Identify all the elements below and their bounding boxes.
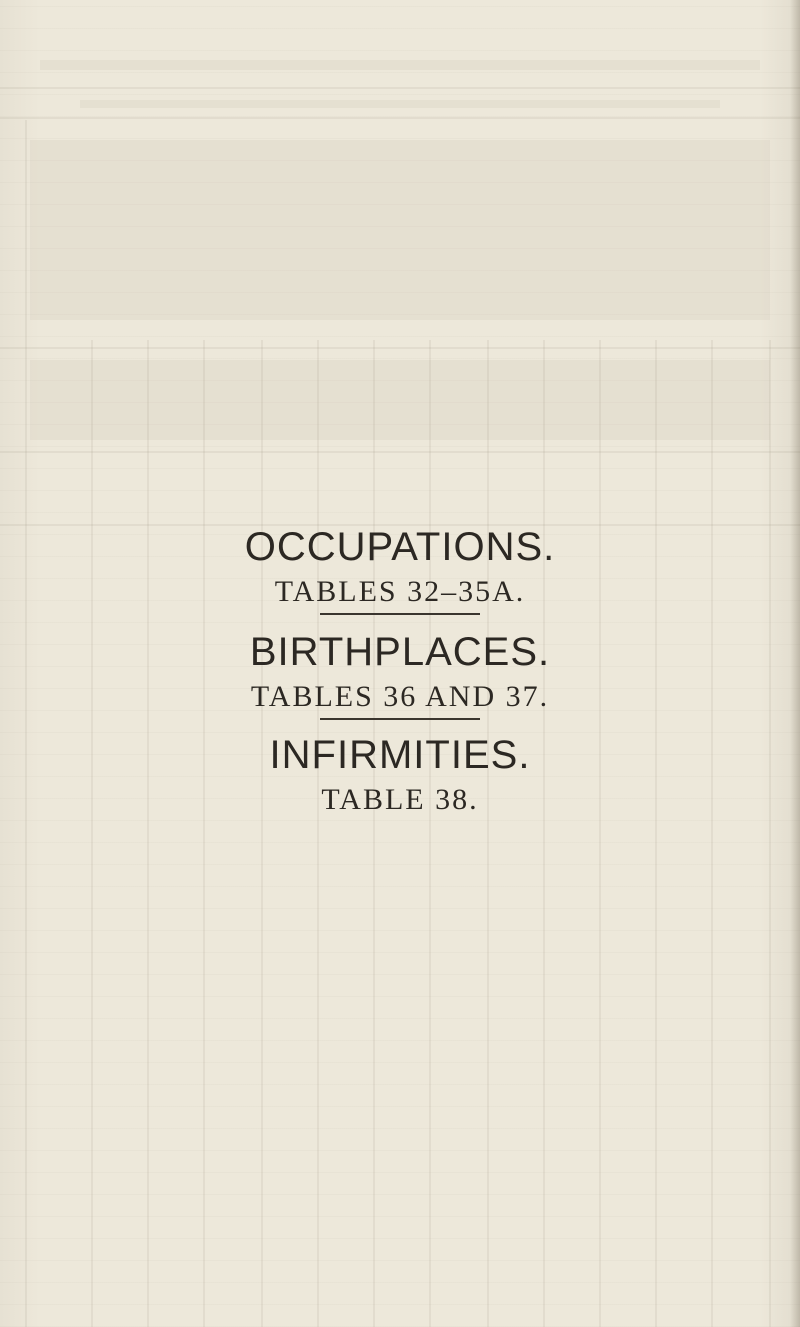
section-occupations	[0, 527, 800, 607]
section-infirmities	[0, 735, 800, 815]
section-subheading: TABLE 38.	[321, 783, 479, 816]
section-heading: OCCUPATIONS.	[244, 525, 556, 569]
section-heading: BIRTHPLACES.	[249, 630, 551, 674]
divider-rule	[320, 613, 480, 615]
section-birthplaces	[0, 632, 800, 712]
section-subheading: TABLES 32–35A.	[274, 575, 526, 608]
section-heading: INFIRMITIES.	[269, 733, 531, 777]
section-subheading: TABLES 36 AND 37.	[250, 680, 550, 713]
divider-rule	[320, 718, 480, 720]
